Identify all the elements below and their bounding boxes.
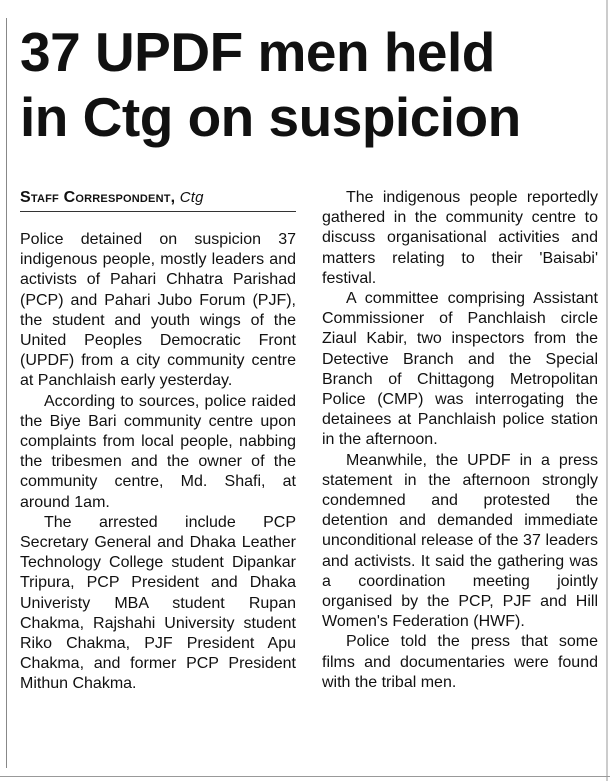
paragraph-7: Police told the press that some films and documentaries were found with the tribal men. — [322, 633, 598, 691]
paragraph-6: Meanwhile, the UPDF in a press statement in the afternoon strongly condemned and protested the detention and demanded immediate unconditional release of the 37 leaders and activists. It said the gathering was a coordination meeting jointly organised by the PCP, PJF and Hill Women's Federation (HWF). — [322, 451, 598, 631]
paragraph-3: The arrested include PCP Secretary General and Dhaka Leather Technology College student Dipankar Tripura, PCP President and Dhaka Univeristy MBA student Rupan Chakma, Rajshahi University student Riko Chakma, PJF President Apu Chakma, and former PCP President Mithun Chakma. — [20, 513, 296, 693]
byline-role: Staff Correspondent, — [20, 189, 176, 206]
column-rule-left — [6, 18, 7, 768]
byline-location: Ctg — [179, 189, 204, 206]
paragraph-1: Police detained on suspicion 37 indigenous people, mostly leaders and activists of Pahari Chhatra Parishad (PCP) and Pahari Jubo Forum (PJF), the student and youth wings of the United Peoples Democratic Front (UPDF) from a city community centre at Panchlaish early yesterday. — [20, 231, 296, 390]
headline-line-1: 37 UPDF men held — [20, 21, 495, 83]
bottom-rule — [0, 776, 610, 777]
headline-line-2: in Ctg on suspicion — [20, 86, 521, 148]
headline — [20, 20, 600, 150]
paragraph-2: According to sources, police raided the Biye Bari community centre upon complaints from local people, nabbing the tribesmen and the owner of the community centre, Md. Shafi, at around 1am. — [20, 392, 296, 511]
column-right — [322, 188, 598, 693]
paragraph-5: A committee comprising Assistant Commissioner of Panchlaish circle Ziaul Kabir, two inspectors from the Detective Branch and the Special Branch of Chittagong Metropolitan Police (CMP) was interrogating the detainees at Panchlaish police station in the afternoon. — [322, 290, 598, 449]
column-left — [20, 230, 296, 695]
column-rule-right — [606, 0, 608, 781]
paragraph-4: The indigenous people reportedly gathered in the community centre to discuss organisational activities and matters relating to their 'Baisabi' festival. — [322, 189, 598, 287]
byline — [20, 189, 296, 212]
